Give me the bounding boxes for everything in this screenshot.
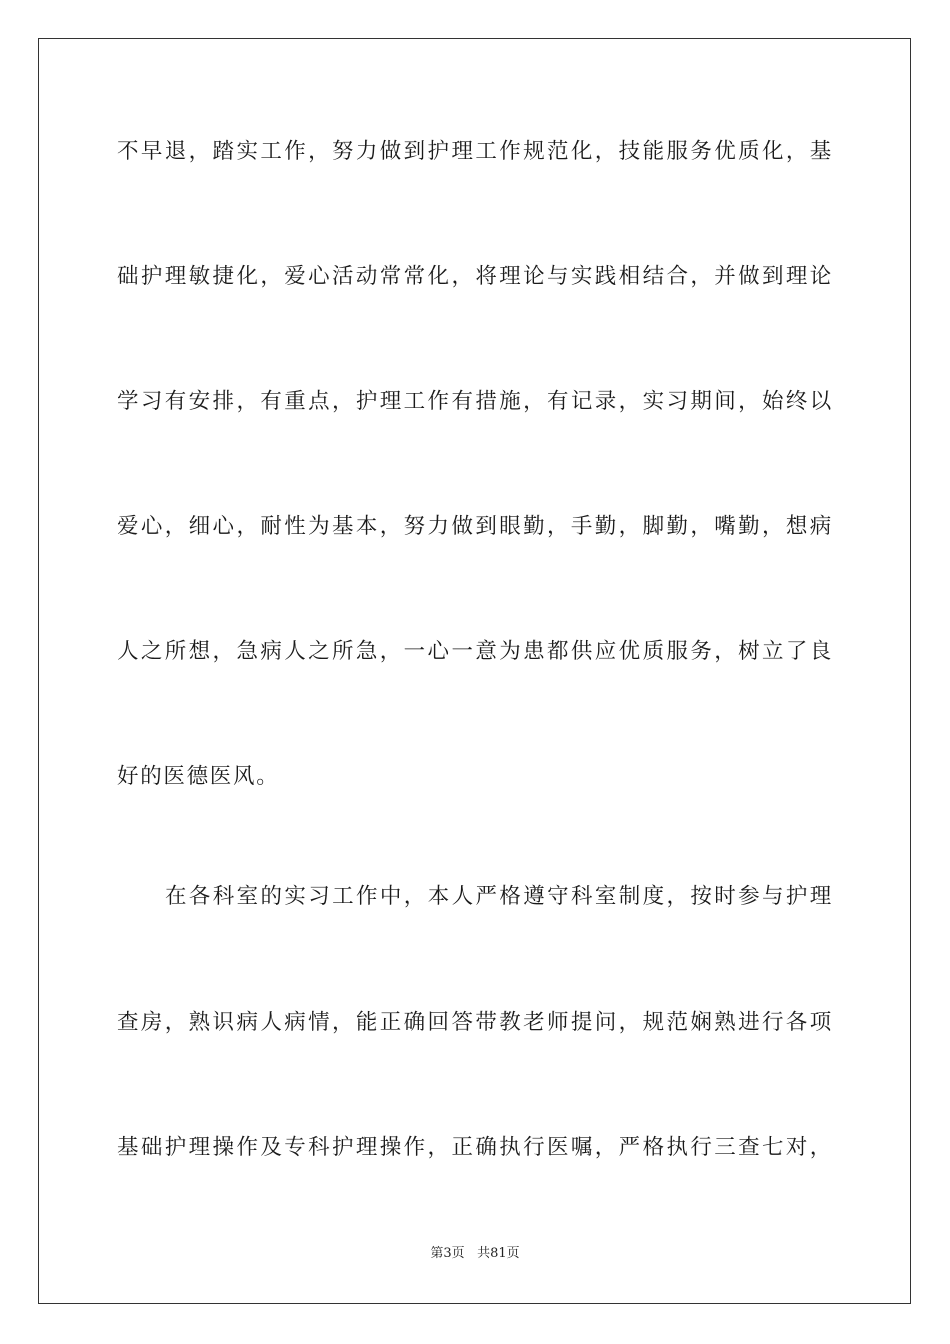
page-number: 第3页 <box>430 1246 465 1261</box>
page-border <box>38 38 911 1304</box>
text-line-4: 爱心，细心，耐性为基本，努力做到眼勤，手勤，脚勤，嘴勤，想病 <box>117 514 833 539</box>
text-line-7: 在各科室的实习工作中，本人严格遵守科室制度，按时参与护理 <box>165 884 833 909</box>
page-total: 共81页 <box>477 1246 520 1261</box>
text-line-5: 人之所想，急病人之所急，一心一意为患都供应优质服务，树立了良 <box>117 639 833 664</box>
text-line-6: 好的医德医风。 <box>117 764 280 789</box>
text-line-1: 不早退，踏实工作，努力做到护理工作规范化，技能服务优质化，基 <box>117 139 833 164</box>
text-line-3: 学习有安排，有重点，护理工作有措施，有记录，实习期间，始终以 <box>117 389 833 414</box>
page-footer <box>0 1245 950 1263</box>
text-line-9: 基础护理操作及专科护理操作，正确执行医嘱，严格执行三查七对， <box>117 1135 833 1160</box>
text-line-8: 查房，熟识病人病情，能正确回答带教老师提问，规范娴熟进行各项 <box>117 1010 833 1035</box>
text-line-2: 础护理敏捷化，爱心活动常常化，将理论与实践相结合，并做到理论 <box>117 264 833 289</box>
